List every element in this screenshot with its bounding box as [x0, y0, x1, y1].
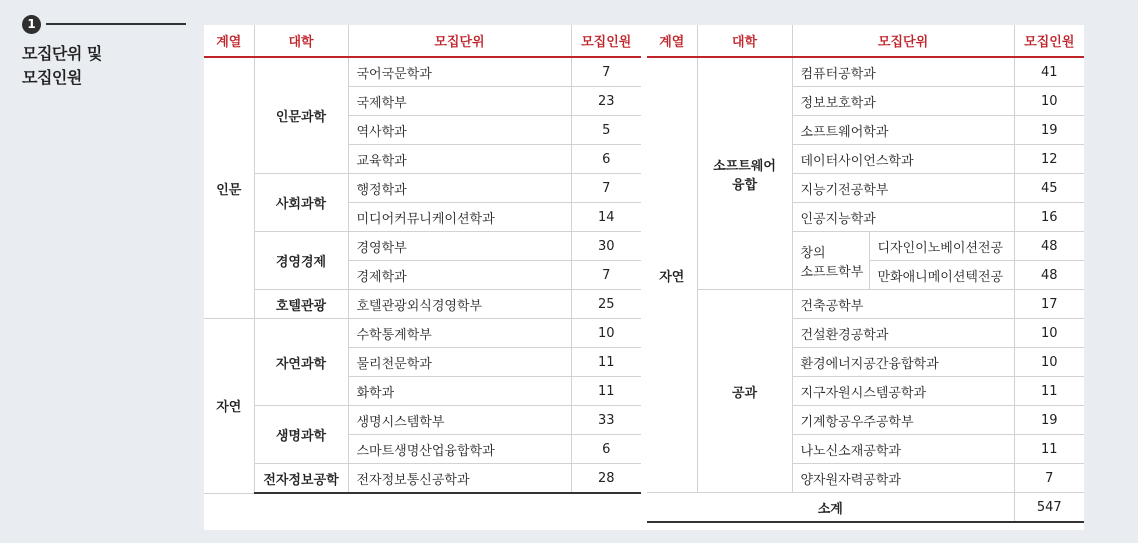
count-cell: 7: [571, 261, 641, 290]
unit-cell: 수학통계학부: [348, 319, 571, 348]
unit-cell: 나노신소재공학과: [792, 435, 1014, 464]
left-header-row: [204, 25, 641, 57]
count-cell: 10: [571, 319, 641, 348]
heading-divider: [46, 23, 186, 25]
category-cell: 자연: [647, 57, 697, 493]
college-cell: 소프트웨어 융합: [697, 57, 792, 290]
unit-cell: 정보보호학과: [792, 87, 1014, 116]
table-row: [647, 290, 1084, 319]
unit-cell: 건설환경공학과: [792, 319, 1014, 348]
count-cell: 28: [571, 464, 641, 494]
unit-cell: 컴퓨터공학과: [792, 57, 1014, 87]
count-cell: 12: [1014, 145, 1084, 174]
unit-cell: 만화애니메이션텍전공: [869, 261, 1014, 290]
count-cell: 11: [1014, 377, 1084, 406]
unit-cell: 화학과: [348, 377, 571, 406]
count-cell: 30: [571, 232, 641, 261]
unit-cell: 국어국문학과: [348, 57, 571, 87]
table-row: [204, 232, 641, 261]
unit-cell: 지능기전공학부: [792, 174, 1014, 203]
college-cell: 사회과학: [254, 174, 348, 232]
header-category: 계열: [204, 25, 254, 57]
college-cell: 경영경제: [254, 232, 348, 290]
unit-cell: 양자원자력공학과: [792, 464, 1014, 493]
count-cell: 10: [1014, 87, 1084, 116]
category-cell: 인문: [204, 57, 254, 319]
section-heading: [22, 14, 187, 90]
header-unit: 모집단위: [348, 25, 571, 57]
unit-cell: 디자인이노베이션전공: [869, 232, 1014, 261]
unit-cell: 역사학과: [348, 116, 571, 145]
count-cell: 7: [571, 174, 641, 203]
table-row: [204, 174, 641, 203]
count-cell: 5: [571, 116, 641, 145]
college-cell: 생명과학: [254, 406, 348, 464]
college-cell: 자연과학: [254, 319, 348, 406]
right-table: [647, 25, 1084, 523]
college-cell: 인문과학: [254, 57, 348, 174]
total-value: 547: [1014, 493, 1084, 523]
unit-cell: 지구자원시스템공학과: [792, 377, 1014, 406]
unit-cell: 교육학과: [348, 145, 571, 174]
table-row: [647, 57, 1084, 87]
header-college: 대학: [697, 25, 792, 57]
count-cell: 17: [1014, 290, 1084, 319]
unit-cell: 전자정보통신공학과: [348, 464, 571, 494]
header-category: 계열: [647, 25, 697, 57]
header-count: 모집인원: [1014, 25, 1084, 57]
unit-cell: 건축공학부: [792, 290, 1014, 319]
table-row: [204, 319, 641, 348]
count-cell: 14: [571, 203, 641, 232]
count-cell: 11: [571, 348, 641, 377]
recruitment-panel: [204, 25, 1084, 530]
total-label: 소계: [647, 493, 1014, 523]
count-cell: 25: [571, 290, 641, 319]
count-cell: 11: [1014, 435, 1084, 464]
table-row: [204, 464, 641, 494]
table-row: [204, 290, 641, 319]
count-cell: 11: [571, 377, 641, 406]
table-row: [204, 57, 641, 87]
unit-cell: 행정학과: [348, 174, 571, 203]
count-cell: 48: [1014, 232, 1084, 261]
total-row: [647, 493, 1084, 523]
table-row: [204, 406, 641, 435]
header-unit: 모집단위: [792, 25, 1014, 57]
section-number-badge: 1: [22, 15, 41, 34]
right-header-row: [647, 25, 1084, 57]
unit-cell: 생명시스템학부: [348, 406, 571, 435]
unit-cell: 물리천문학과: [348, 348, 571, 377]
unit-cell: 경영학부: [348, 232, 571, 261]
college-cell: 전자정보공학: [254, 464, 348, 494]
count-cell: 7: [1014, 464, 1084, 493]
count-cell: 33: [571, 406, 641, 435]
count-cell: 7: [571, 57, 641, 87]
count-cell: 10: [1014, 319, 1084, 348]
header-college: 대학: [254, 25, 348, 57]
subcollege-cell: 창의 소프트학부: [792, 232, 869, 290]
unit-cell: 경제학과: [348, 261, 571, 290]
count-cell: 6: [571, 435, 641, 464]
unit-cell: 호텔관광외식경영학부: [348, 290, 571, 319]
unit-cell: 데이터사이언스학과: [792, 145, 1014, 174]
count-cell: 41: [1014, 57, 1084, 87]
count-cell: 10: [1014, 348, 1084, 377]
count-cell: 19: [1014, 116, 1084, 145]
category-cell: 자연: [204, 319, 254, 494]
count-cell: 6: [571, 145, 641, 174]
unit-cell: 스마트생명산업융합학과: [348, 435, 571, 464]
unit-cell: 소프트웨어학과: [792, 116, 1014, 145]
college-cell: 공과: [697, 290, 792, 493]
count-cell: 48: [1014, 261, 1084, 290]
unit-cell: 환경에너지공간융합학과: [792, 348, 1014, 377]
college-cell: 호텔관광: [254, 290, 348, 319]
count-cell: 23: [571, 87, 641, 116]
unit-cell: 미디어커뮤니케이션학과: [348, 203, 571, 232]
section-title: 모집단위 및 모집인원: [22, 44, 102, 87]
unit-cell: 인공지능학과: [792, 203, 1014, 232]
count-cell: 19: [1014, 406, 1084, 435]
count-cell: 16: [1014, 203, 1084, 232]
header-count: 모집인원: [571, 25, 641, 57]
left-table: [204, 25, 641, 494]
unit-cell: 기계항공우주공학부: [792, 406, 1014, 435]
count-cell: 45: [1014, 174, 1084, 203]
unit-cell: 국제학부: [348, 87, 571, 116]
